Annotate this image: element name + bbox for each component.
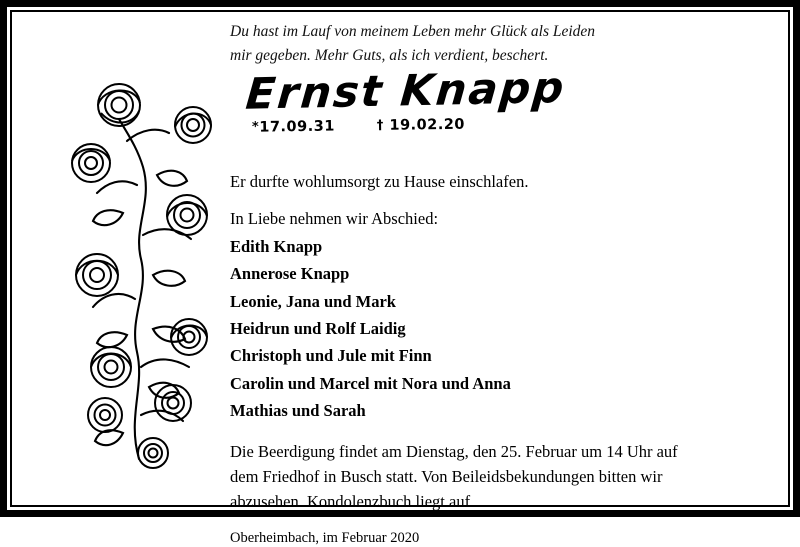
funeral-details	[230, 439, 720, 514]
epitaph-line-2: mir gegeben. Mehr Guts, als ich verdient, beschert.	[230, 46, 549, 64]
birth-date-value: 17.09.31	[259, 118, 335, 136]
list-item: Christoph und Jule mit Finn	[230, 346, 432, 366]
list-item: Edith Knapp	[230, 236, 323, 256]
funeral-line-3: abzusehen. Kondolenzbuch liegt auf.	[230, 491, 475, 511]
cross-icon: †	[376, 118, 384, 134]
deceased-name: Ernst Knapp	[243, 63, 568, 120]
asterisk-icon: *	[251, 119, 260, 135]
list-item: Annerose Knapp	[230, 264, 350, 284]
list-item: Carolin und Marcel mit Nora und Anna	[230, 373, 511, 393]
farewell-intro: In Liebe nehmen wir Abschied:	[230, 208, 439, 228]
birth-date	[252, 119, 335, 136]
death-date	[377, 117, 465, 134]
epitaph-line-1: Du hast im Lauf von meinem Leben mehr Glück als Leiden	[230, 23, 596, 40]
text-column	[230, 20, 760, 547]
list-item: Mathias und Sarah	[230, 401, 366, 421]
notice-content	[12, 12, 788, 546]
place-and-date: Oberheimbach, im Februar 2020	[230, 529, 420, 546]
funeral-line-2: dem Friedhof in Busch statt. Von Beileidsbekundungen bitten wir	[230, 466, 663, 486]
rose-vine-ornament	[57, 67, 227, 462]
epitaph	[230, 20, 760, 67]
mourners-list	[230, 233, 760, 425]
death-date-value: 19.02.20	[389, 116, 466, 135]
name-block	[230, 63, 760, 159]
funeral-line-1: Die Beerdigung findet am Dienstag, den 25. Februar um 14 Uhr auf	[230, 441, 678, 461]
list-item: Leonie, Jana und Mark	[230, 291, 396, 311]
list-item: Heidrun und Rolf Laidig	[230, 318, 406, 338]
passing-note: Er durfte wohlumsorgt zu Hause einschlafen.	[230, 172, 529, 192]
